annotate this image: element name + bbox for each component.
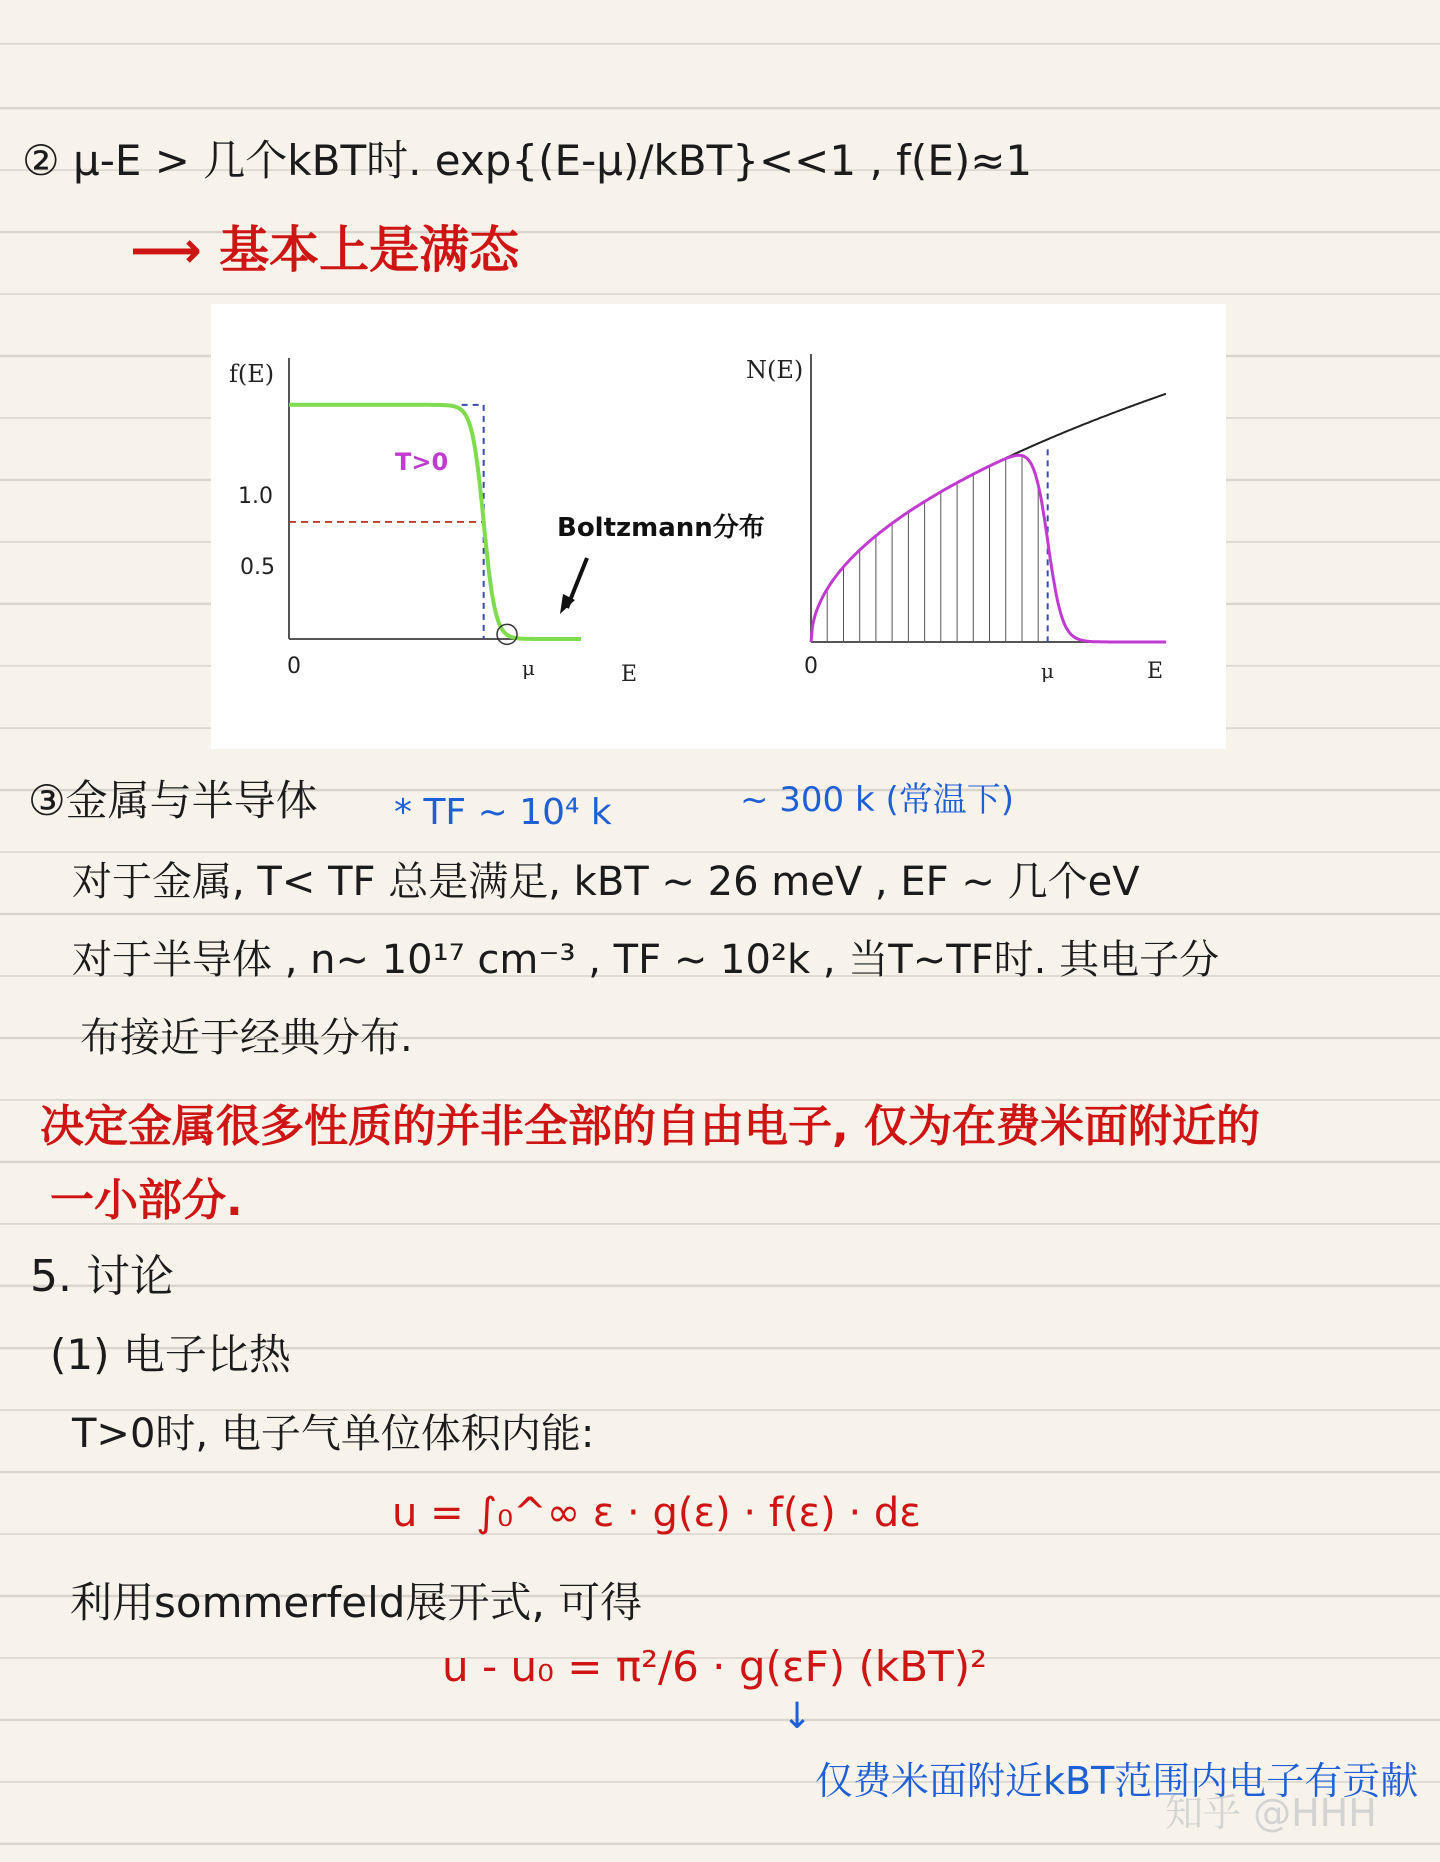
density-of-states-chart <box>746 354 1166 684</box>
red-conclusion-line-1: 决定金属很多性质的并非全部的自由电子, 仅为在费米面附近的 <box>40 1101 1261 1152</box>
density-of-states-curve <box>811 394 1166 642</box>
semiconductor-line-1: 对于半导体 , n~ 10¹⁷ cm⁻³ , TF ~ 10²k , 当T~TF时. 其电子分 <box>72 937 1220 983</box>
contribution-note: 仅费米面附近kBT范围内电子有贡献 <box>815 1759 1419 1803</box>
left-y-axis-label: f(E) <box>229 360 275 388</box>
section-5-heading: 5. 讨论 <box>30 1251 174 1302</box>
occupied-density-curve <box>811 455 1166 642</box>
right-x-axis-label: E <box>1147 659 1164 684</box>
left-y-tick-1: 1.0 <box>238 484 273 509</box>
internal-energy-line: T>0时, 电子气单位体积内能: <box>72 1411 595 1457</box>
red-conclusion-line-2: 一小部分. <box>50 1175 243 1226</box>
left-x-tick-0: 0 <box>287 654 301 679</box>
left-x-axis-label: E <box>621 662 638 687</box>
distribution-figure <box>211 304 1226 749</box>
metal-line: 对于金属, T< TF 总是满足, kBT ~ 26 meV , EF ~ 几个eV <box>72 859 1140 905</box>
boltzmann-label: Boltzmann分布 <box>557 513 765 543</box>
right-y-axis-label: N(E) <box>746 356 804 384</box>
left-x-tick-mu: μ <box>522 656 535 680</box>
room-temperature-note: ~ 300 k (常温下) <box>740 780 1015 820</box>
fermi-temperature-note: * TF ~ 10⁴ k <box>394 792 612 833</box>
paragraph-2-line: ② μ-E > 几个kBT时. exp{(E-μ)/kBT}<<1 , f(E)≈1 <box>22 136 1033 185</box>
temperature-label: T>0 <box>395 448 449 476</box>
internal-energy-formula: u = ∫₀^∞ ε · g(ε) · f(ε) · dε <box>392 1490 921 1536</box>
paragraph-2-note: ⟶ 基本上是满态 <box>130 221 520 279</box>
semiconductor-line-2: 布接近于经典分布. <box>80 1015 413 1061</box>
fermi-dirac-chart <box>229 358 765 687</box>
formula-arrow: ↓ <box>782 1696 813 1737</box>
right-x-tick-mu: μ <box>1041 659 1054 683</box>
specific-heat-formula: u - u₀ = π²/6 · g(εF) (kBT)² <box>442 1642 987 1691</box>
left-y-tick-05: 0.5 <box>240 555 275 580</box>
right-x-tick-0: 0 <box>804 654 818 679</box>
watermark: 知乎 @HHH <box>1165 1791 1377 1835</box>
section-3-heading: ③金属与半导体 <box>28 776 318 825</box>
distribution-chart-svg <box>211 304 1226 749</box>
sommerfeld-line: 利用sommerfeld展开式, 可得 <box>70 1578 643 1627</box>
electron-specific-heat-heading: (1) 电子比热 <box>50 1330 291 1379</box>
